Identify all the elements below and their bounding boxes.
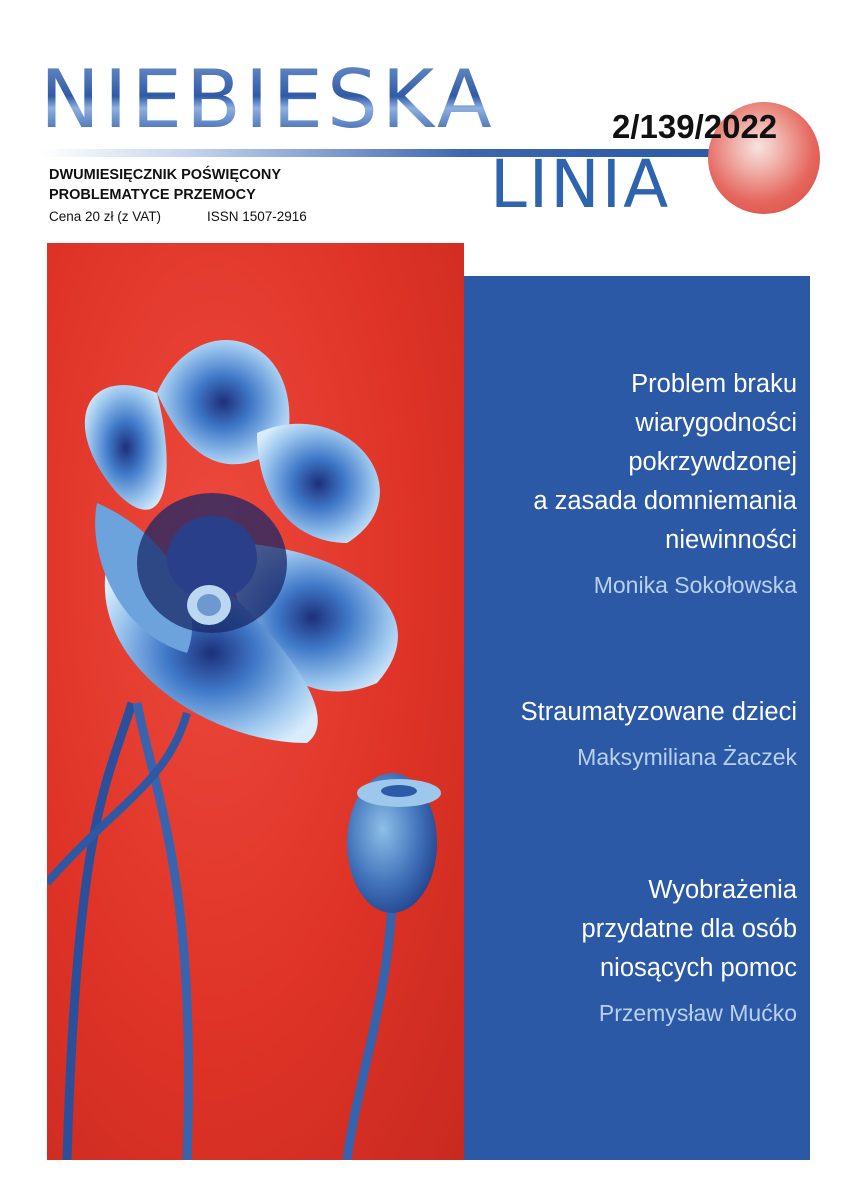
stem-right bbox=[347, 903, 392, 1160]
article-author: Maksymiliana Żaczek bbox=[577, 744, 797, 770]
petal bbox=[85, 385, 167, 510]
magazine-title-linia: LINIA bbox=[490, 146, 671, 223]
magazine-title-niebieska: NIEBIESKA bbox=[40, 53, 496, 146]
issue-number: 2/139/2022 bbox=[612, 108, 778, 145]
contents-panel bbox=[464, 276, 810, 1160]
price-label: Cena 20 zł (z VAT) bbox=[49, 209, 162, 224]
article-author: Monika Sokołowska bbox=[593, 572, 797, 598]
article-3 bbox=[582, 871, 797, 1030]
stem-left-1 bbox=[67, 703, 132, 1160]
subtitle-line-1: DWUMIESIĘCZNIK POŚWIĘCONY bbox=[49, 167, 282, 183]
petal bbox=[257, 424, 380, 543]
article-2 bbox=[521, 693, 797, 774]
subtitle-line-2: PROBLEMATYCE PRZEMOCY bbox=[49, 187, 256, 203]
poppy-illustration bbox=[47, 243, 464, 1160]
issn-label: ISSN 1507-2916 bbox=[207, 209, 307, 224]
article-title: Straumatyzowane dzieci bbox=[520, 698, 797, 726]
article-author: Przemysław Mućko bbox=[598, 1000, 797, 1026]
magazine-subtitle bbox=[49, 165, 369, 205]
cover-painting bbox=[47, 243, 464, 1160]
article-title: Problem braku wiarygodności pokrzywdzonej a zasada domniemania niewinności bbox=[533, 370, 797, 554]
article-1 bbox=[533, 365, 797, 602]
article-title: Wyobrażenia przydatne dla osób niosących pomoc bbox=[581, 876, 797, 982]
stem-left-2 bbox=[137, 703, 189, 1160]
